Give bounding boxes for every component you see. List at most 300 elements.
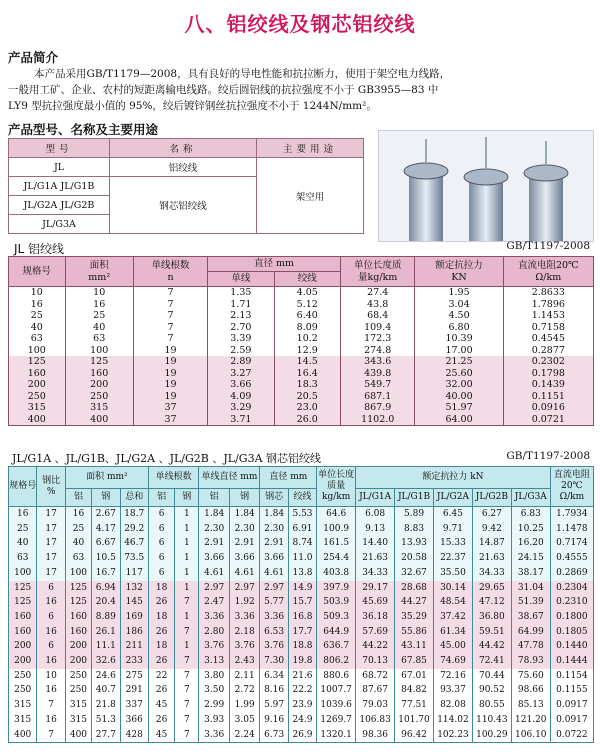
g-s-al: 铝 <box>148 489 174 507</box>
g-h-area: 面积 mm² <box>65 467 148 489</box>
g-cell: 63 <box>65 551 91 566</box>
g-cell: 9.42 <box>472 522 511 537</box>
g-row <box>9 551 594 566</box>
g-cell: 7 <box>37 728 65 743</box>
jl-cell: 7 <box>133 287 207 299</box>
g-s-g2a: JL/G2A <box>433 489 472 507</box>
g-row <box>9 625 594 640</box>
jl-cell: 68.4 <box>340 310 414 322</box>
jl-cell: 160 <box>9 368 66 380</box>
g-cell: 6 <box>148 551 174 566</box>
g-cell: 644.9 <box>317 625 356 640</box>
jl-cell: 4.09 <box>208 391 274 403</box>
g-cell: 45.69 <box>356 595 395 610</box>
g-cell: 509.3 <box>317 610 356 625</box>
g-cell: 0.2869 <box>550 566 593 581</box>
g-cell: 6.45 <box>433 507 472 522</box>
jl-row <box>9 379 594 391</box>
g-cell: 2.99 <box>199 698 230 713</box>
g-cell: 315 <box>9 713 37 728</box>
g-cell: 93.37 <box>433 683 472 698</box>
jl-cell: 27.4 <box>340 287 414 299</box>
g-cell: 0.1800 <box>550 610 593 625</box>
jl-cell: 0.2877 <box>503 345 593 357</box>
g-cell: 23.9 <box>288 698 316 713</box>
g-cell: 1.99 <box>229 698 260 713</box>
g-cell: 17 <box>37 536 65 551</box>
jl-cell: 4.05 <box>274 287 340 299</box>
jl-cell: 2.89 <box>208 356 274 368</box>
jl-cell: 32.00 <box>415 379 503 391</box>
g-cell: 0.1444 <box>550 654 593 669</box>
jl-cell: 6.40 <box>274 310 340 322</box>
g-cell: 68.72 <box>356 669 395 684</box>
g-cell: 1 <box>175 507 199 522</box>
jl-cell: 21.25 <box>415 356 503 368</box>
jl-cell: 400 <box>9 414 66 426</box>
g-cell: 1.7934 <box>550 507 593 522</box>
jl-cell: 23.0 <box>274 402 340 414</box>
g-cell: 4.17 <box>92 522 120 537</box>
g-h-spec: 规格号 <box>9 467 37 507</box>
g-cell: 160 <box>9 610 37 625</box>
g-cell: 211 <box>120 639 148 654</box>
jl-cell: 37 <box>133 414 207 426</box>
jl-cell: 40 <box>65 322 133 334</box>
g-row <box>9 566 594 581</box>
g-row <box>9 610 594 625</box>
jl-cell: 25 <box>9 310 66 322</box>
jl-h-res: 直流电阻20℃ Ω/km <box>503 257 593 287</box>
jl-cell: 0.1151 <box>503 391 593 403</box>
g-cell: 44.42 <box>472 639 511 654</box>
jl-cell: 3.04 <box>415 299 503 311</box>
g-cell: 45 <box>148 728 174 743</box>
jl-cell: 549.7 <box>340 379 414 391</box>
g-cell: 2.24 <box>229 728 260 743</box>
jl-cell: 200 <box>9 379 66 391</box>
g-cell: 121.20 <box>511 713 550 728</box>
jl-row <box>9 391 594 403</box>
g-cell: 6.53 <box>260 625 288 640</box>
jl-cell: 3.29 <box>208 402 274 414</box>
g-cell: 13.93 <box>395 536 434 551</box>
g-cell: 7 <box>175 713 199 728</box>
g-cell: 77.51 <box>395 698 434 713</box>
g-cell: 3.66 <box>229 551 260 566</box>
g-cell: 806.2 <box>317 654 356 669</box>
g-cell: 1 <box>175 581 199 596</box>
jl-h-strand: 绞线 <box>274 272 340 287</box>
g-cell: 16 <box>65 507 91 522</box>
jl-cell: 250 <box>9 391 66 403</box>
g-cell: 25 <box>9 522 37 537</box>
g-cell: 6.27 <box>472 507 511 522</box>
types-use: 架空用 <box>257 158 364 234</box>
g-cell: 7 <box>37 698 65 713</box>
jl-cell: 100 <box>9 345 66 357</box>
g-cell: 28.68 <box>395 581 434 596</box>
jl-cell: 7 <box>133 310 207 322</box>
g-cell: 26 <box>148 595 174 610</box>
jl-cell: 867.9 <box>340 402 414 414</box>
g-cell: 70.13 <box>356 654 395 669</box>
g-cell: 403.8 <box>317 566 356 581</box>
jl-table <box>8 256 594 426</box>
g-standard: GB/T1197-2008 <box>506 450 590 462</box>
g-cell: 32.67 <box>395 566 434 581</box>
g-row <box>9 669 594 684</box>
g-cell: 125 <box>65 595 91 610</box>
g-s-st: 钢 <box>175 489 199 507</box>
g-cell: 15.7 <box>288 595 316 610</box>
jl-h-count: 单线根数 n <box>133 257 207 287</box>
g-cell: 2.97 <box>229 581 260 596</box>
g-cell: 17.7 <box>288 625 316 640</box>
g-cell: 0.2304 <box>550 581 593 596</box>
g-cell: 9.16 <box>260 713 288 728</box>
g-cell: 102.23 <box>433 728 472 743</box>
cable-illustration <box>379 131 593 241</box>
g-cell: 315 <box>65 713 91 728</box>
g-cell: 100.9 <box>317 522 356 537</box>
g-cell: 3.36 <box>229 610 260 625</box>
g-cell: 2.67 <box>92 507 120 522</box>
jl-cell: 20.5 <box>274 391 340 403</box>
jl-cell: 274.8 <box>340 345 414 357</box>
g-cell: 1 <box>175 522 199 537</box>
g-cell: 44.27 <box>395 595 434 610</box>
g-cell: 34.33 <box>472 566 511 581</box>
jl-cell: 19 <box>133 345 207 357</box>
cable-middle <box>464 137 508 241</box>
intro-line: 本产品采用GB/T1179—2008，具有良好的导电性能和抗拉断力，使用于架空电力线路， <box>34 68 451 80</box>
g-cell: 6 <box>148 507 174 522</box>
g-cell: 1.84 <box>229 507 260 522</box>
g-h-count: 单线根数 <box>148 467 198 489</box>
g-cell: 18.8 <box>288 639 316 654</box>
jl-h-dia: 直径 mm <box>208 257 341 272</box>
g-s-g1b: JL/G1B <box>395 489 434 507</box>
jl-cell: 1.7896 <box>503 299 593 311</box>
g-cell: 2.47 <box>199 595 230 610</box>
g-s-g1a: JL/G1A <box>356 489 395 507</box>
g-cell: 26 <box>148 625 174 640</box>
g-cell: 200 <box>9 654 37 669</box>
g-cell: 18 <box>148 610 174 625</box>
g-cell: 72.16 <box>433 669 472 684</box>
g-cell: 8.89 <box>92 610 120 625</box>
jl-h-single: 单线 <box>208 272 274 287</box>
types-col-name: 名称 <box>110 139 257 158</box>
g-cell: 16 <box>37 654 65 669</box>
g-cell: 250 <box>65 669 91 684</box>
g-cell: 87.67 <box>356 683 395 698</box>
g-cell: 11.1 <box>92 639 120 654</box>
g-cell: 3.80 <box>199 669 230 684</box>
g-cell: 2.11 <box>229 669 260 684</box>
g-cell: 275 <box>120 669 148 684</box>
g-cell: 3.66 <box>199 551 230 566</box>
g-cell: 3.76 <box>199 639 230 654</box>
g-s-g2b: JL/G2B <box>472 489 511 507</box>
types-model: JL/G3A <box>9 215 110 234</box>
g-cell: 40 <box>9 536 37 551</box>
jl-row <box>9 299 594 311</box>
g-cell: 315 <box>9 698 37 713</box>
g-cell: 18.7 <box>120 507 148 522</box>
g-cell: 254.4 <box>317 551 356 566</box>
g-cell: 16 <box>37 683 65 698</box>
g-cell: 6.73 <box>260 728 288 743</box>
g-cell: 200 <box>9 639 37 654</box>
g-cell: 32.6 <box>92 654 120 669</box>
g-cell: 64.6 <box>317 507 356 522</box>
g-cell: 14.9 <box>288 581 316 596</box>
g-cell: 101.70 <box>395 713 434 728</box>
g-cell: 106.83 <box>356 713 395 728</box>
g-cell: 20.4 <box>92 595 120 610</box>
g-cell: 3.66 <box>260 551 288 566</box>
g-row <box>9 536 594 551</box>
g-cell: 1 <box>175 536 199 551</box>
jl-row <box>9 414 594 426</box>
types-model: JL/G1A JL/G1B <box>9 177 110 196</box>
g-cell: 79.03 <box>356 698 395 713</box>
types-model: JL/G2A JL/G2B <box>9 196 110 215</box>
jl-cell: 18.3 <box>274 379 340 391</box>
g-cell: 8.83 <box>395 522 434 537</box>
g-cell: 7 <box>175 683 199 698</box>
g-cell: 145 <box>120 595 148 610</box>
g-cell: 9.71 <box>433 522 472 537</box>
g-cell: 16 <box>37 713 65 728</box>
g-s-al: 铝 <box>199 489 230 507</box>
g-cell: 3.36 <box>199 728 230 743</box>
g-cell: 29.65 <box>472 581 511 596</box>
g-cell: 4.61 <box>199 566 230 581</box>
g-cell: 55.86 <box>395 625 434 640</box>
g-cell: 125 <box>9 581 37 596</box>
g-cell: 16.7 <box>92 566 120 581</box>
jl-row <box>9 345 594 357</box>
jl-row <box>9 356 594 368</box>
g-cell: 169 <box>120 610 148 625</box>
g-cell: 636.7 <box>317 639 356 654</box>
jl-cell: 26.0 <box>274 414 340 426</box>
g-cell: 6.94 <box>92 581 120 596</box>
g-cell: 26 <box>148 654 174 669</box>
jl-cell: 40 <box>9 322 66 334</box>
jl-cell: 1.35 <box>208 287 274 299</box>
g-cell: 6 <box>37 581 65 596</box>
g-cell: 3.13 <box>199 654 230 669</box>
g-cell: 9.13 <box>356 522 395 537</box>
g-cell: 100 <box>9 566 37 581</box>
g-cell: 6.34 <box>260 669 288 684</box>
jl-cell: 125 <box>9 356 66 368</box>
jl-cell: 2.70 <box>208 322 274 334</box>
jl-cell: 64.00 <box>415 414 503 426</box>
g-cell: 45 <box>148 698 174 713</box>
g-cell: 48.54 <box>433 595 472 610</box>
g-body <box>9 507 594 743</box>
jl-cell: 0.2302 <box>503 356 593 368</box>
g-cell: 36.18 <box>356 610 395 625</box>
jl-cell: 3.66 <box>208 379 274 391</box>
intro-heading: 产品简介 <box>8 50 59 65</box>
g-cell: 7 <box>175 654 199 669</box>
g-cell: 73.5 <box>120 551 148 566</box>
jl-h-area: 面积 mm² <box>65 257 133 287</box>
jl-row <box>9 333 594 345</box>
jl-cell: 10.39 <box>415 333 503 345</box>
g-cell: 57.69 <box>356 625 395 640</box>
g-cell: 106.10 <box>511 728 550 743</box>
g-cell: 67.85 <box>395 654 434 669</box>
g-cell: 7 <box>175 698 199 713</box>
g-cell: 100.29 <box>472 728 511 743</box>
g-cell: 96.42 <box>395 728 434 743</box>
jl-body <box>9 287 594 426</box>
jl-cell: 5.12 <box>274 299 340 311</box>
types-name: 铝绞线 <box>110 158 257 177</box>
g-cell: 43.11 <box>395 639 434 654</box>
jl-row <box>9 287 594 299</box>
jl-h-mass: 单位长度质 量kg/km <box>340 257 414 287</box>
g-cell: 1039.6 <box>317 698 356 713</box>
g-cell: 3.36 <box>199 610 230 625</box>
g-cell: 26.1 <box>92 625 120 640</box>
g-cell: 16.20 <box>511 536 550 551</box>
g-cell: 26 <box>148 683 174 698</box>
g-cell: 21.63 <box>356 551 395 566</box>
jl-cell: 19 <box>133 391 207 403</box>
g-cell: 21.8 <box>92 698 120 713</box>
g-cell: 2.91 <box>229 536 260 551</box>
g-cell: 59.51 <box>472 625 511 640</box>
g-h-mass: 单位长度质量 kg/km <box>317 467 356 507</box>
g-cell: 6 <box>37 639 65 654</box>
g-cell: 15.33 <box>433 536 472 551</box>
g-cell: 24.6 <box>92 669 120 684</box>
g-cell: 366 <box>120 713 148 728</box>
g-cell: 31.04 <box>511 581 550 596</box>
g-cell: 5.89 <box>395 507 434 522</box>
g-cell: 75.60 <box>511 669 550 684</box>
jl-cell: 16.4 <box>274 368 340 380</box>
g-cell: 160 <box>9 625 37 640</box>
jl-cell: 17.00 <box>415 345 503 357</box>
jl-cell: 16 <box>9 299 66 311</box>
jl-cell: 125 <box>65 356 133 368</box>
g-cell: 16 <box>37 625 65 640</box>
g-cell: 80.55 <box>472 698 511 713</box>
g-h-force: 额定抗拉力 kN <box>356 467 551 489</box>
g-cell: 38.67 <box>511 610 550 625</box>
g-cell: 36.80 <box>472 610 511 625</box>
g-cell: 8.74 <box>288 536 316 551</box>
g-cell: 22.2 <box>288 683 316 698</box>
jl-cell: 1.71 <box>208 299 274 311</box>
jl-cell: 63 <box>9 333 66 345</box>
jl-cell: 25 <box>65 310 133 322</box>
intro-line: LY9 型抗拉强度最小值的 95%，绞后镀锌钢丝抗拉强度不小于 1244N/mm²。 <box>8 100 377 112</box>
jl-cell: 200 <box>65 379 133 391</box>
g-cell: 29.17 <box>356 581 395 596</box>
jl-cell: 250 <box>65 391 133 403</box>
g-row <box>9 581 594 596</box>
jl-cell: 19 <box>133 356 207 368</box>
g-cell: 18 <box>148 639 174 654</box>
g-cell: 35.50 <box>433 566 472 581</box>
g-cell: 6 <box>148 536 174 551</box>
jl-cell: 40.00 <box>415 391 503 403</box>
g-cell: 6 <box>148 522 174 537</box>
g-cell: 1.92 <box>229 595 260 610</box>
g-cell: 161.5 <box>317 536 356 551</box>
g-cell: 117 <box>120 566 148 581</box>
g-cell: 18 <box>148 581 174 596</box>
g-s-g3a: JL/G3A <box>511 489 550 507</box>
g-cell: 2.43 <box>229 654 260 669</box>
jl-cell: 51.97 <box>415 402 503 414</box>
jl-cell: 2.8633 <box>503 287 593 299</box>
jl-cell: 19 <box>133 379 207 391</box>
g-s-strand: 绞线 <box>288 489 316 507</box>
g-h-res: 直流电阻20℃ Ω/km <box>550 467 593 507</box>
g-row <box>9 595 594 610</box>
g-table <box>8 466 594 743</box>
g-cell: 22.37 <box>433 551 472 566</box>
g-cell: 45.00 <box>433 639 472 654</box>
g-cell: 13.8 <box>288 566 316 581</box>
g-cell: 20.58 <box>395 551 434 566</box>
g-cell: 397.9 <box>317 581 356 596</box>
g-cell: 27.7 <box>92 728 120 743</box>
g-cell: 125 <box>65 581 91 596</box>
types-model: JL <box>9 158 110 177</box>
types-col-model: 型号 <box>9 139 110 158</box>
g-cell: 1007.7 <box>317 683 356 698</box>
g-cell: 3.93 <box>199 713 230 728</box>
types-heading: 产品型号、名称及主要用途 <box>8 122 159 137</box>
jl-cell: 3.71 <box>208 414 274 426</box>
cable-left <box>404 139 448 241</box>
jl-cell: 439.8 <box>340 368 414 380</box>
g-cell: 37.42 <box>433 610 472 625</box>
g-row <box>9 698 594 713</box>
jl-cell: 100 <box>65 345 133 357</box>
jl-cell: 2.59 <box>208 345 274 357</box>
g-cell: 400 <box>9 728 37 743</box>
g-cell: 1.1478 <box>550 522 593 537</box>
g-cell: 6.08 <box>356 507 395 522</box>
g-cell: 78.93 <box>511 654 550 669</box>
jl-cell: 4.50 <box>415 310 503 322</box>
jl-cell: 14.5 <box>274 356 340 368</box>
g-h-ratio: 钢比 % <box>37 467 65 507</box>
g-cell: 0.1805 <box>550 625 593 640</box>
g-cell: 24.15 <box>511 551 550 566</box>
g-cell: 6.91 <box>288 522 316 537</box>
jl-cell: 63 <box>65 333 133 345</box>
jl-cell: 0.0916 <box>503 402 593 414</box>
g-s-core: 钢芯 <box>260 489 288 507</box>
g-cell: 0.7174 <box>550 536 593 551</box>
jl-cell: 7 <box>133 322 207 334</box>
g-cell: 61.34 <box>433 625 472 640</box>
